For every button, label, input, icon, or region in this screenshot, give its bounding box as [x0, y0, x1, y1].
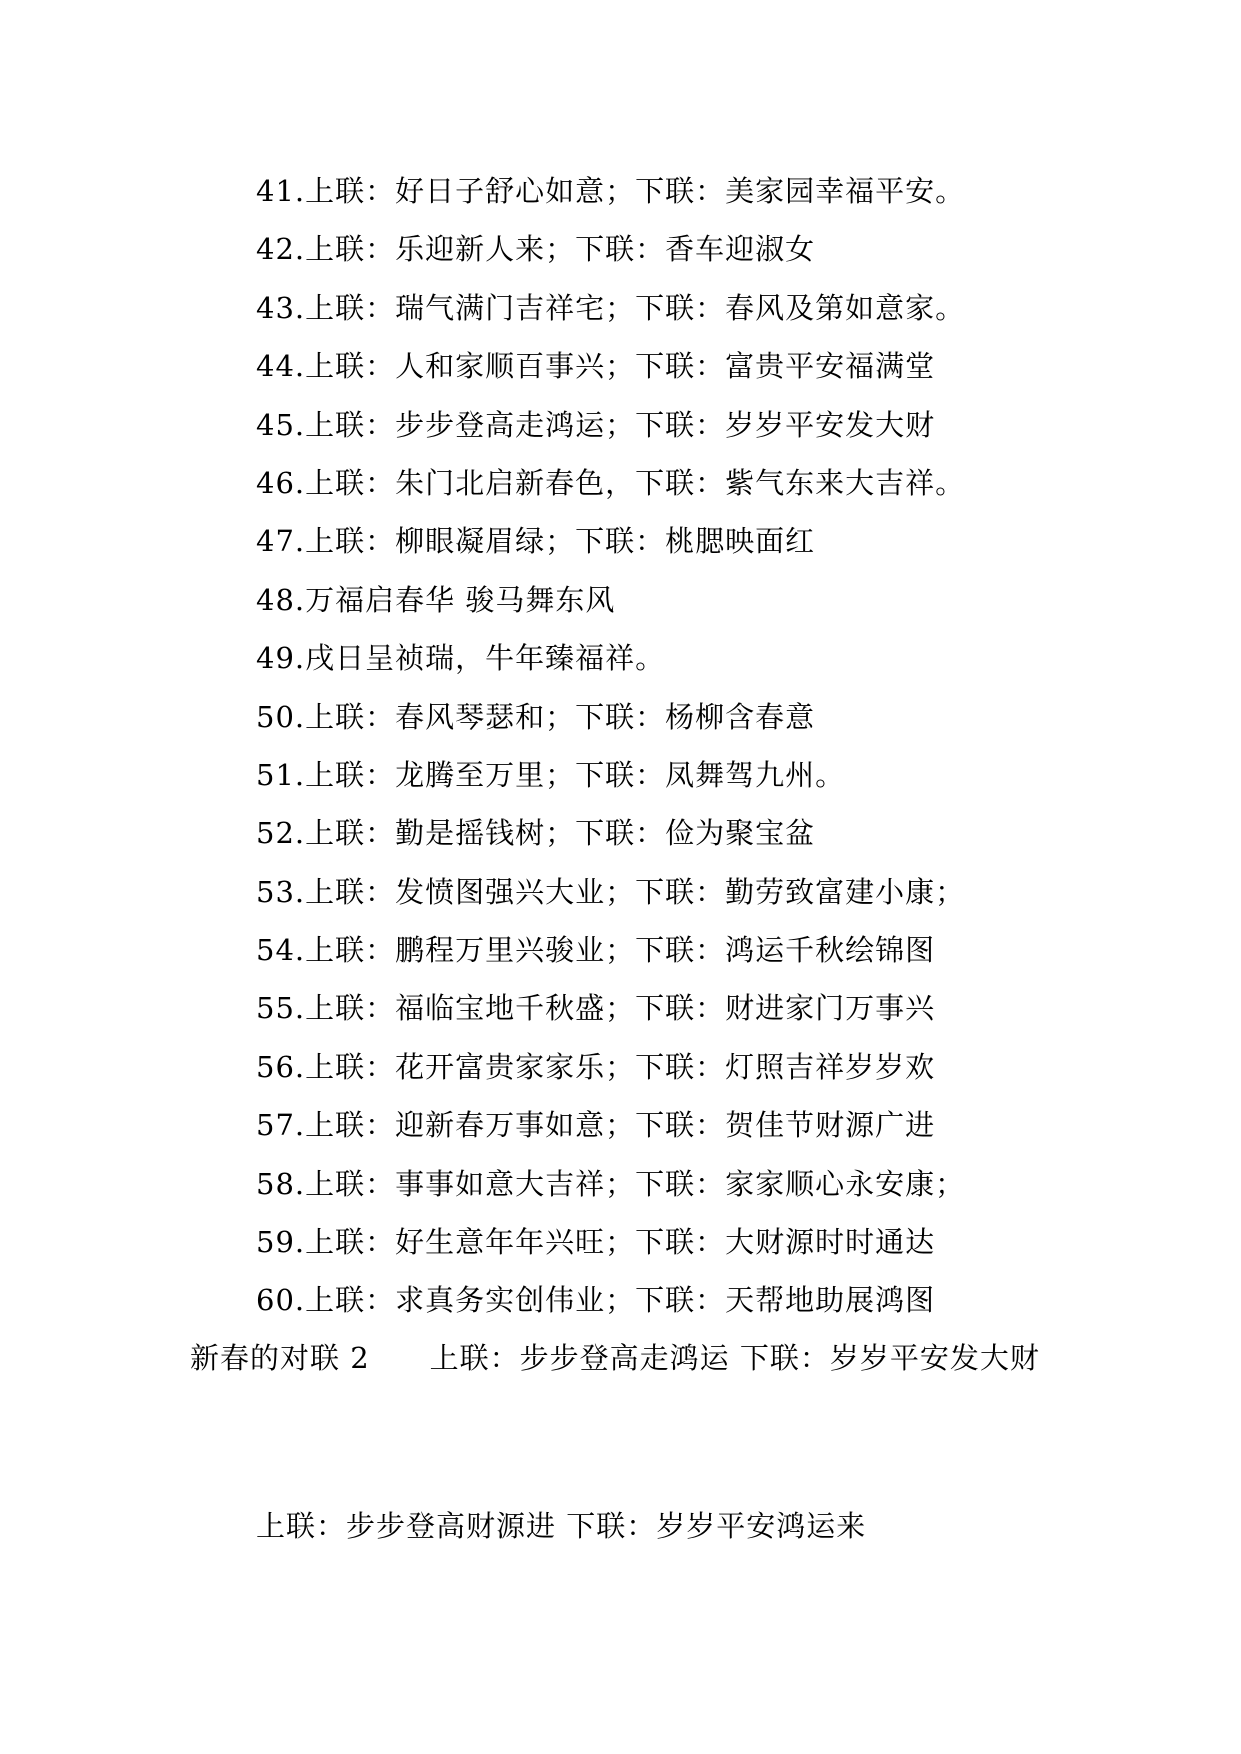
item-text: 戌日呈祯瑞，牛年臻福祥。 [305, 641, 666, 676]
list-item [256, 454, 1076, 512]
item-text: 上联：好生意年年兴旺；下联：大财源时时通达 [305, 1225, 936, 1260]
list-item [256, 337, 1076, 395]
item-number: 54. [256, 933, 306, 968]
item-number: 48. [256, 582, 306, 617]
item-text: 上联：发愤图强兴大业；下联：勤劳致富建小康； [305, 874, 966, 909]
list-item [256, 396, 1076, 454]
item-text: 上联：瑞气满门吉祥宅；下联：春风及第如意家。 [305, 290, 966, 325]
item-number: 43. [256, 290, 306, 325]
item-text: 上联：花开富贵家家乐；下联：灯照吉祥岁岁欢 [305, 1049, 936, 1084]
list-item [256, 162, 1076, 220]
section-text: 上联：步步登高走鸿运 下联：岁岁平安发大财 [429, 1341, 1040, 1375]
list-item [256, 921, 1076, 979]
item-text: 上联：事事如意大吉祥；下联：家家顺心永安康； [305, 1166, 966, 1201]
list-item [256, 629, 1076, 687]
list-item [256, 1213, 1076, 1271]
section-title: 新春的对联 2 [190, 1341, 370, 1375]
item-number: 52. [256, 816, 306, 851]
item-number: 60. [256, 1283, 306, 1318]
item-text: 上联：福临宝地千秋盛；下联：财进家门万事兴 [305, 991, 936, 1026]
list-item [256, 1096, 1076, 1154]
item-number: 53. [256, 874, 306, 909]
item-text: 上联：朱门北启新春色，下联：紫气东来大吉祥。 [305, 465, 966, 500]
item-number: 56. [256, 1049, 306, 1084]
item-text: 上联：勤是摇钱树；下联：俭为聚宝盆 [305, 816, 816, 851]
item-number: 51. [256, 757, 306, 792]
item-text: 上联：春风琴瑟和；下联：杨柳含春意 [305, 699, 816, 734]
item-text: 上联：好日子舒心如意；下联：美家园幸福平安。 [305, 174, 966, 208]
item-text: 上联：迎新春万事如意；下联：贺佳节财源广进 [305, 1108, 936, 1143]
list-item [256, 1155, 1076, 1213]
list-item [256, 688, 1076, 746]
item-text: 上联：求真务实创伟业；下联：天帮地助展鸿图 [305, 1283, 936, 1318]
item-text: 上联：步步登高走鸿运；下联：岁岁平安发大财 [305, 407, 936, 442]
extra-couplet: 上联：步步登高财源进 下联：岁岁平安鸿运来 [256, 1509, 867, 1543]
item-text: 上联：乐迎新人来；下联：香车迎淑女 [305, 232, 816, 267]
item-number: 46. [256, 465, 306, 500]
item-number: 47. [256, 524, 306, 559]
item-text: 上联：鹏程万里兴骏业；下联：鸿运千秋绘锦图 [305, 933, 936, 968]
item-number: 59. [256, 1225, 306, 1260]
item-number: 50. [256, 699, 306, 734]
list-item [256, 1271, 1076, 1329]
item-text: 万福启春华 骏马舞东风 [305, 582, 616, 617]
item-number: 58. [256, 1166, 306, 1201]
list-item [256, 804, 1076, 862]
list-item [256, 1038, 1076, 1096]
item-number: 57. [256, 1108, 306, 1143]
item-number: 49. [256, 641, 306, 676]
item-number: 41. [256, 174, 306, 208]
list-item [256, 512, 1076, 570]
list-item [256, 571, 1076, 629]
list-item [256, 863, 1076, 921]
list-item [256, 279, 1076, 337]
list-item [256, 746, 1076, 804]
list-item [256, 979, 1076, 1037]
item-text: 上联：龙腾至万里；下联：凤舞驾九州。 [305, 757, 846, 792]
couplet-list [256, 162, 1076, 1330]
list-item [256, 220, 1076, 278]
section-paragraph [190, 1328, 1070, 1388]
item-number: 44. [256, 349, 306, 384]
item-text: 上联：柳眼凝眉绿；下联：桃腮映面红 [305, 524, 816, 559]
item-number: 42. [256, 232, 306, 267]
item-number: 55. [256, 991, 306, 1026]
item-number: 45. [256, 407, 306, 442]
item-text: 上联：人和家顺百事兴；下联：富贵平安福满堂 [305, 349, 936, 384]
